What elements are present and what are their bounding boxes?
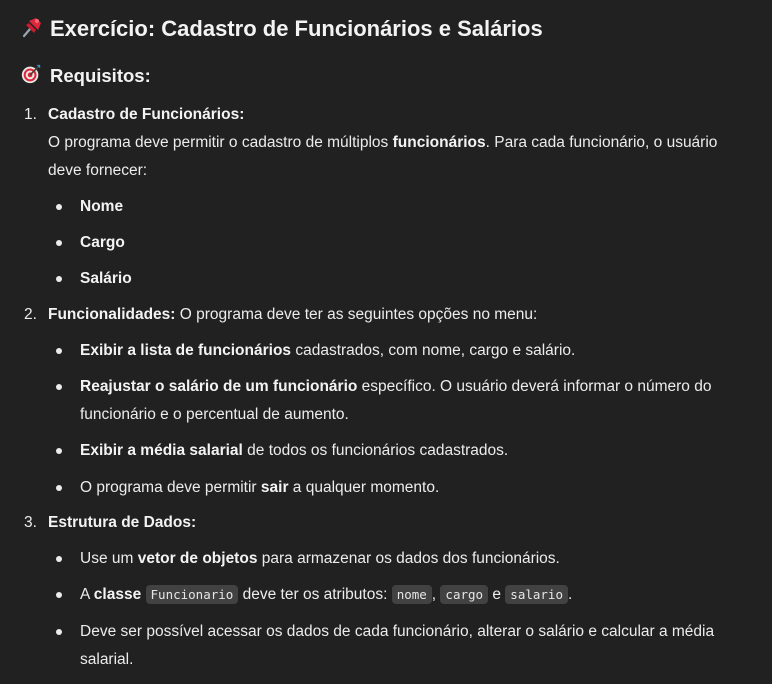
list-item [80,474,439,502]
text: , [431,586,437,603]
bold-text: sair [260,479,289,496]
section-title [20,60,151,92]
item-heading-text: Cadastro de Funcionários: [48,106,245,123]
bullet-icon [56,629,62,635]
bullet-icon [56,204,62,210]
bold-text: Exibir a média salarial [80,442,243,459]
text: cadastrados, com nome, cargo e salário. [291,342,576,359]
bold-text: Salário [80,270,132,287]
text: O programa deve permitir [80,479,261,496]
text: específico. O usuário deverá informar o número do [357,378,712,395]
bold-text: funcionários [392,134,486,151]
bullet-icon [56,348,62,354]
inline-code: nome [392,585,432,604]
bullet-icon [56,485,62,491]
text: O programa deve permitir o cadastro de múltiplos [48,134,393,151]
text: . Para cada funcionário, o usuário [485,134,718,151]
bullet-icon [56,592,62,598]
list-item [80,545,560,573]
list-item-line2: funcionário e o percentual de aumento. [80,406,349,423]
inline-code: salario [505,585,568,604]
page-title-text: Exercício: Cadastro de Funcionários e Salários [50,16,543,41]
text: para armazenar os dados dos funcionários. [257,550,560,567]
text: A [80,586,94,603]
text: e [488,586,506,603]
text: Use um [80,550,138,567]
text: de todos os funcionários cadastrados. [242,442,509,459]
item-heading [48,509,196,537]
item-description [48,129,717,157]
item-heading [48,301,537,329]
text: . [567,586,573,603]
bullet-icon [56,276,62,282]
list-item [80,437,508,465]
item-heading [48,101,244,129]
bold-text: classe [93,586,142,603]
bullet-icon [56,384,62,390]
text: a qualquer momento. [288,479,440,496]
bold-text: Cargo [80,234,125,251]
item-heading-text: Funcionalidades: [48,306,176,323]
list-item [80,581,572,609]
list-item [80,337,575,365]
bullet-icon [56,240,62,246]
inline-code: cargo [440,585,488,604]
list-number: 1. [24,106,37,123]
inline-code: Funcionario [146,585,239,604]
item-heading-text: Estrutura de Dados: [48,514,197,531]
bold-text: vetor de objetos [137,550,258,567]
list-item: Deve ser possível acessar os dados de cada funcionário, alterar o salário e calcular a média [80,623,715,640]
list-item [80,229,125,257]
page-title [20,12,543,46]
list-item [80,193,123,221]
section-title-text: Requisitos: [50,65,151,86]
pushpin-icon [20,15,44,39]
text: O programa deve ter as seguintes opções no menu: [175,306,538,323]
list-item [80,265,132,293]
direct-hit-target-icon [20,63,44,85]
list-item-line2: salarial. [80,651,134,668]
bold-text: Nome [80,198,124,215]
list-number: 2. [24,306,37,323]
list-item [80,373,711,401]
item-description-line2: deve fornecer: [48,162,148,179]
list-number: 3. [24,514,37,531]
bullet-icon [56,556,62,562]
bold-text: Reajustar o salário de um funcionário [80,378,358,395]
text: deve ter os atributos: [238,586,392,603]
bold-text: Exibir a lista de funcionários [80,342,292,359]
bullet-icon [56,448,62,454]
